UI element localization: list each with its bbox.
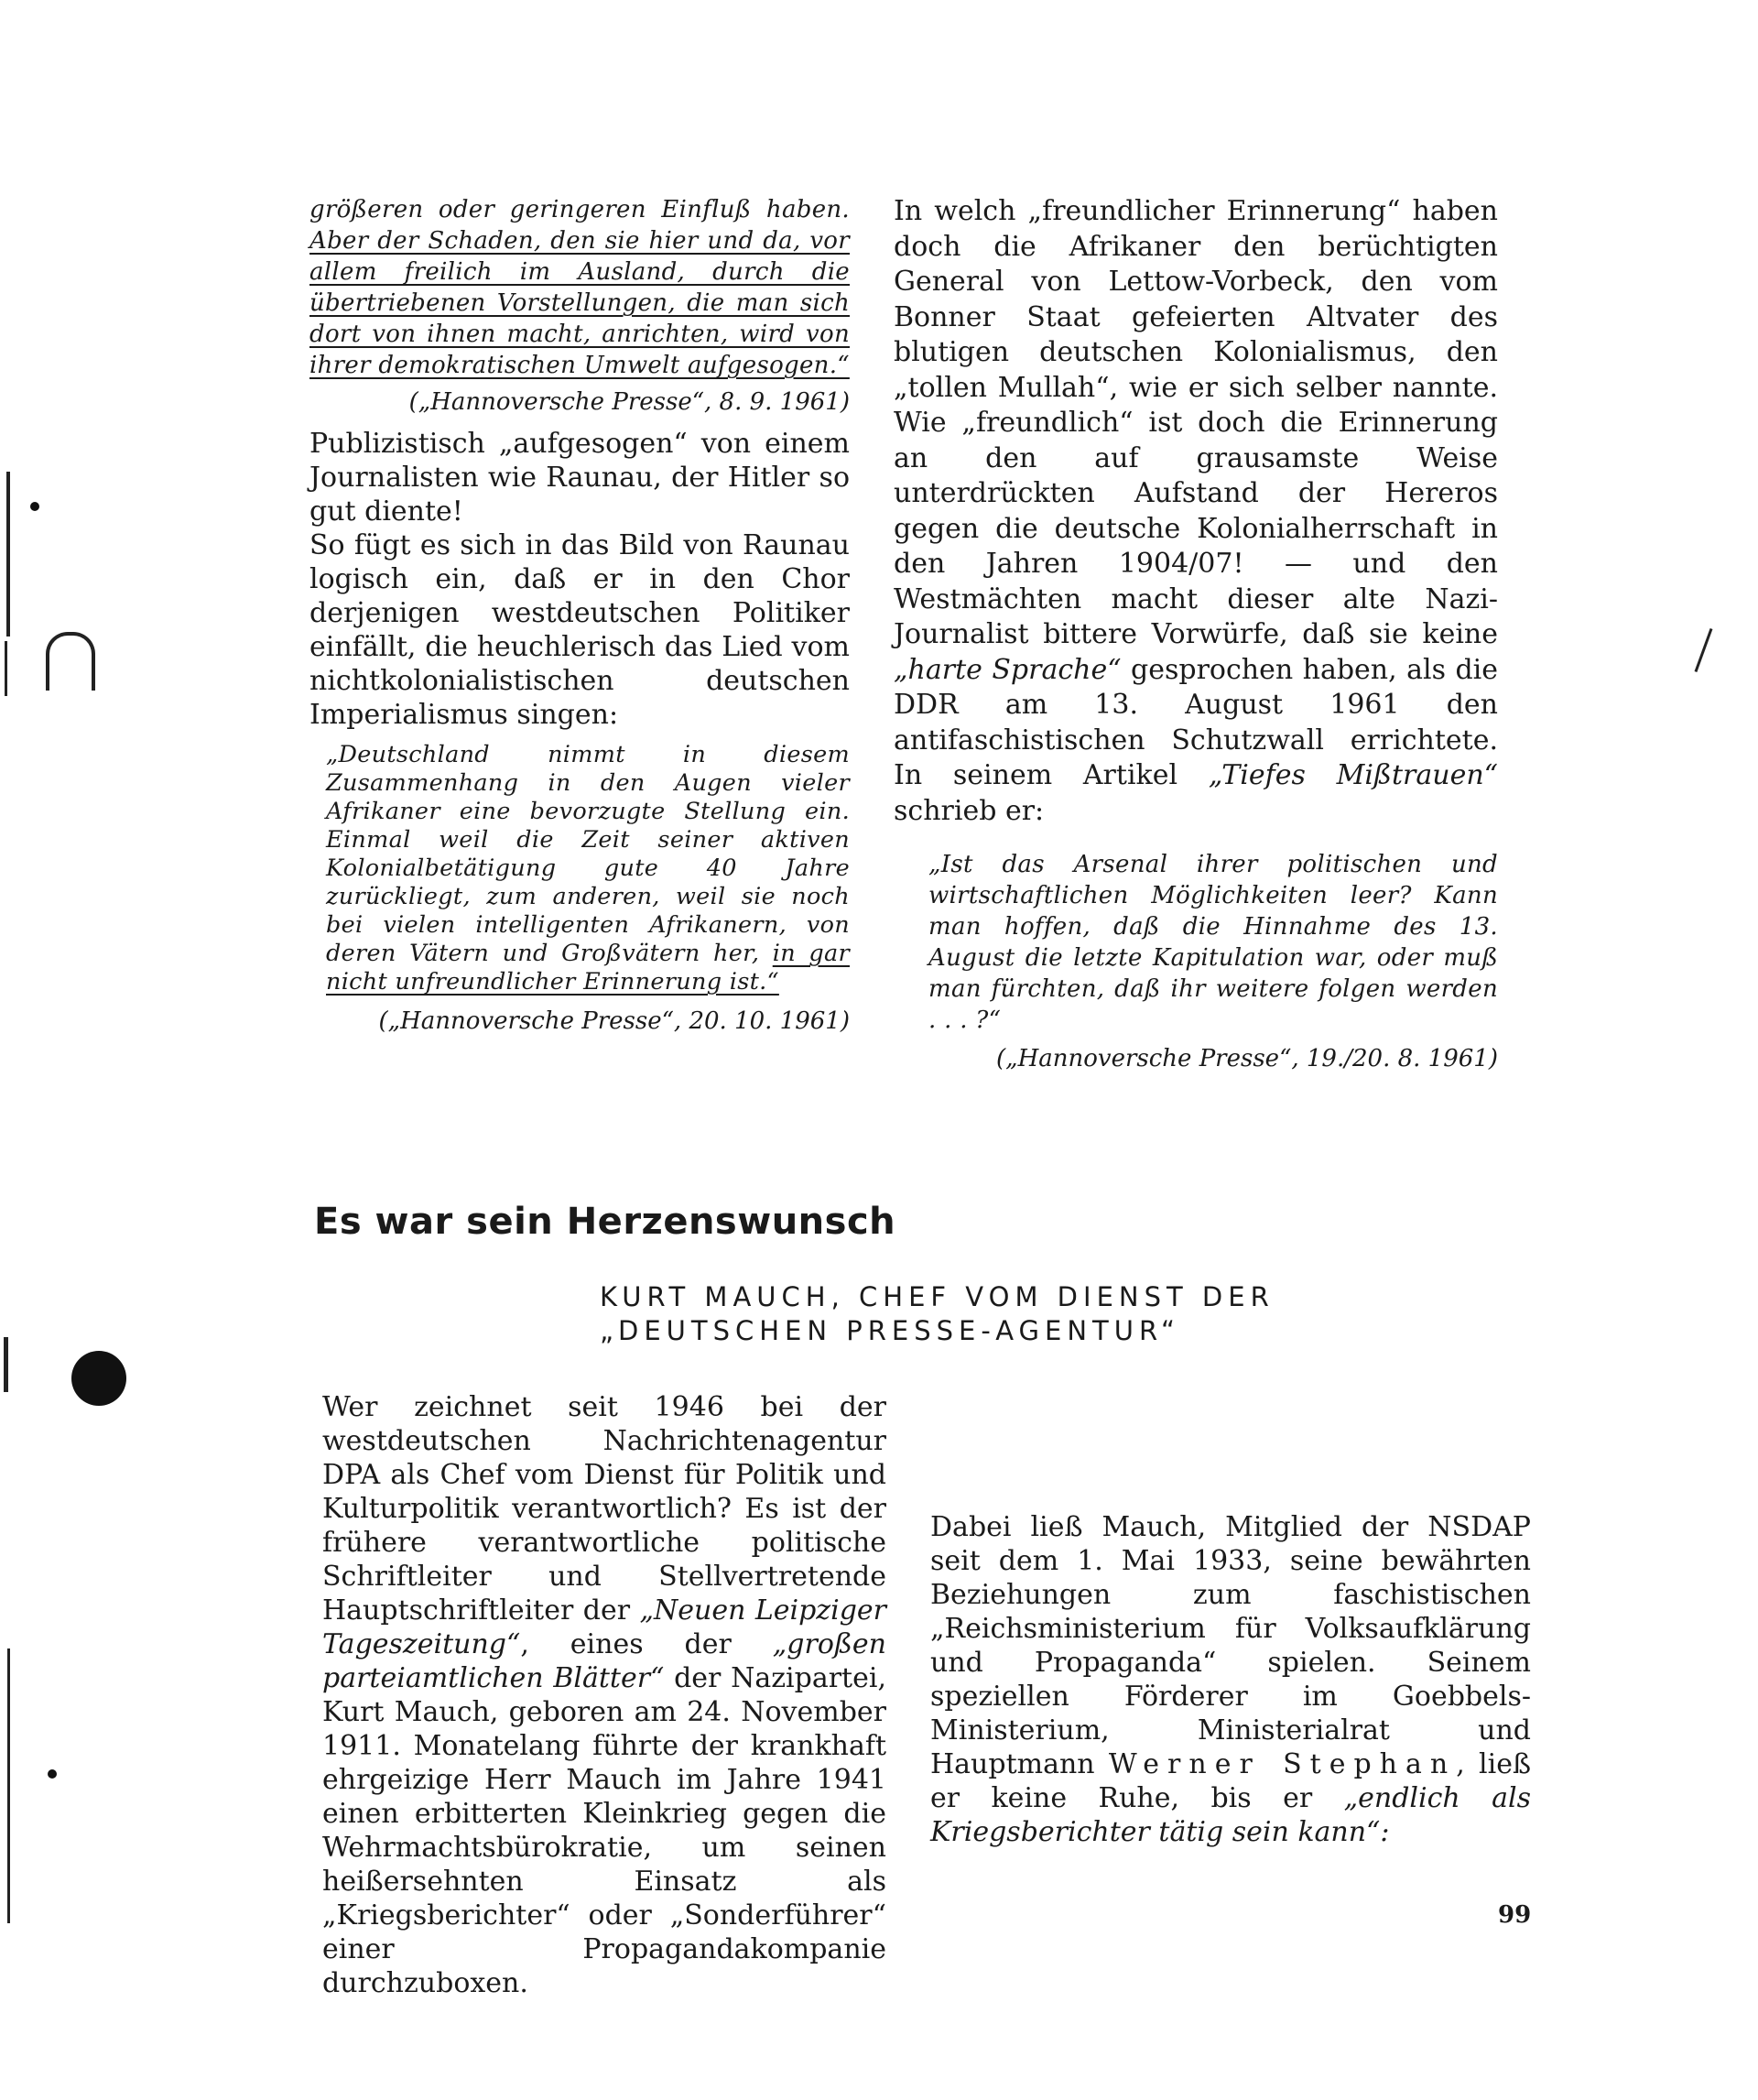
paragraph-dabei-liess (930, 1510, 1531, 1849)
tiefes-misstrauen-italic: „Tiefes Mißtrauen“ (1208, 759, 1498, 791)
quote-arsenal-source: („Hannoversche Presse“, 19./20. 8. 1961) (995, 1045, 1498, 1072)
kriegsberichter-italic: „endlich als Kriegsberichter tätig sein kann“: (930, 1782, 1532, 1848)
quote-hannoversche-1 (309, 194, 850, 381)
neue-leipziger-italic: „Neuen Leipziger Tageszeitung“ (322, 1594, 886, 1660)
scan-mark-dot-2 (48, 1769, 57, 1779)
text-a: Dabei ließ Mauch, Mitglied der NSDAP seit dem 1. Mai 1933, seine bewährten Beziehungen zum faschistischen „Reichsministerium für Volksaufklärung und Propaganda“ spielen. Seinem speziellen Förderer im Goebbels-Ministerium, Ministerialrat und Hauptmann (930, 1511, 1531, 1780)
scan-mark-slash (1695, 628, 1713, 672)
quote2-underlined: in gar nicht unfreundlicher Erinnerung ist.“ (326, 940, 850, 996)
paragraph-wer-zeichnet (322, 1390, 886, 2000)
paragraph-so-fuegt: So fügt es sich in das Bild von Raunau logisch ein, daß er in den Chor derjenigen westdeutschen Politiker einfällt, die heuchlerisch das Lied vom nichtkolonialistischen deutschen Imperialismus singen: (309, 529, 850, 731)
page-number: 99 (1498, 1901, 1532, 1929)
scan-mark-line-1 (6, 472, 10, 637)
subheading-line-1: KURT MAUCH, CHEF VOM DIENST DER (600, 1281, 1275, 1312)
top-left-column (309, 194, 850, 1035)
quote1-underlined: Aber der Schaden, den sie hier und da, vor allem freilich im Ausland, durch die übertriebenen Vorstellungen, die man sich dort von ihnen macht, anrichten, wird von ihrer demokratischen Umwelt aufgesogen.“ (309, 227, 850, 379)
quote-arsenal (928, 849, 1498, 1072)
scan-mark-dot-1 (30, 502, 39, 511)
harte-sprache-italic: „harte Sprache“ (894, 653, 1122, 686)
scan-mark-line-4 (7, 1648, 10, 1923)
section-heading: Es war sein Herzenswunsch (314, 1201, 896, 1243)
para-text-c: schrieb er: (894, 794, 1045, 827)
para-text-a: In welch „freundlicher Erinnerung“ haben doch die Afrikaner den berüchtigten General von Lettow-Vorbeck, den vom Bonner Staat gefeierten Altvater des blutigen deutschen Kolonialismus, den „tollen Mullah“, wie er sich selber nannte. Wie „freundlich“ ist doch die Erinnerung an den auf grausamste Weise unterdrückten Aufstand der Hereros gegen die deutsche Kolonialherrschaft in den Jahren 1904/07! — und den Westmächten macht dieser alte Nazi-Journalist bittere Vorwürfe, daß sie keine (894, 195, 1498, 650)
quote2-source: („Hannoversche Presse“, 20. 10. 1961) (378, 1007, 850, 1035)
text-a: Wer zeichnet seit 1946 bei der westdeutschen Nachrichtenagentur DPA als Chef vom Dienst für Politik und Kulturpolitik verantwortlich? Es ist der frühere verantwortliche politische Schriftleiter und Stellvertretende Hauptschriftleiter der (322, 1391, 886, 1627)
para-text-b: gesprochen haben, als die DDR am 13. August 1961 den antifaschistischen Schutzwall errichtete. In seinem Artikel (894, 653, 1498, 791)
name-spaced: Werner Stephan (1108, 1748, 1457, 1780)
quote-arsenal-text: „Ist das Arsenal ihrer politischen und wirtschaftlichen Möglichkeiten leer? Kann man hoffen, daß die Hinnahme des 13. August die letzte Kapitulation war, oder muß man fürchten, daß ihr weitere folgen werden . . . ?“ (928, 851, 1498, 1034)
subheading-line-2: „DEUTSCHEN PRESSE-AGENTUR“ (600, 1315, 1181, 1346)
quote1-lead: größeren oder geringeren Einfluß haben. (309, 196, 850, 223)
bottom-left-column (322, 1390, 886, 2000)
paragraph-publizistisch: Publizistisch „aufgesogen“ von einem Journalisten wie Raunau, der Hitler so gut diente! (309, 428, 850, 528)
paragraph-freundlicher-erinnerung (894, 194, 1498, 829)
scan-mark-dot-large (71, 1351, 126, 1406)
parteiamtliche-blaetter-italic: „großen parteiamtlichen Blätter“ (322, 1628, 886, 1694)
text-b: , ließ er keine Ruhe, bis er (930, 1748, 1532, 1814)
scan-mark-line-3 (4, 1337, 8, 1392)
bottom-right-column (930, 1510, 1531, 1849)
quote-hannoversche-2 (326, 741, 850, 1035)
text-c: der Nazipartei, Kurt Mauch, geboren am 24. November 1911. Monatelang führte der krankhaft ehrgeizige Herr Mauch im Jahre 1941 einen erbitterten Kleinkrieg gegen die Wehrmachtsbürokratie, um seinen heißersehnten Einsatz als „Kriegsberichter“ oder „Sonderführer“ einer Propagandakompanie durchzuboxen. (322, 1662, 887, 1999)
quote1-source: („Hannoversche Presse“, 8. 9. 1961) (408, 388, 850, 416)
scan-mark-arc (46, 632, 95, 691)
quote2-main: „Deutschland nimmt in diesem Zusammenhang in den Augen vieler Afrikaner eine bevorzugte Stellung ein. Einmal weil die Zeit seiner aktiven Kolonialbetätigung gute 40 Jahre zurückliegt, zum anderen, weil sie noch bei vielen intelligenten Afrikanern, von deren Vätern und Großvätern her, (326, 741, 850, 967)
text-b: , eines der (520, 1628, 773, 1660)
section-subheading (600, 1280, 1275, 1348)
scan-mark-line-2 (5, 641, 7, 696)
top-right-column (894, 194, 1498, 1072)
